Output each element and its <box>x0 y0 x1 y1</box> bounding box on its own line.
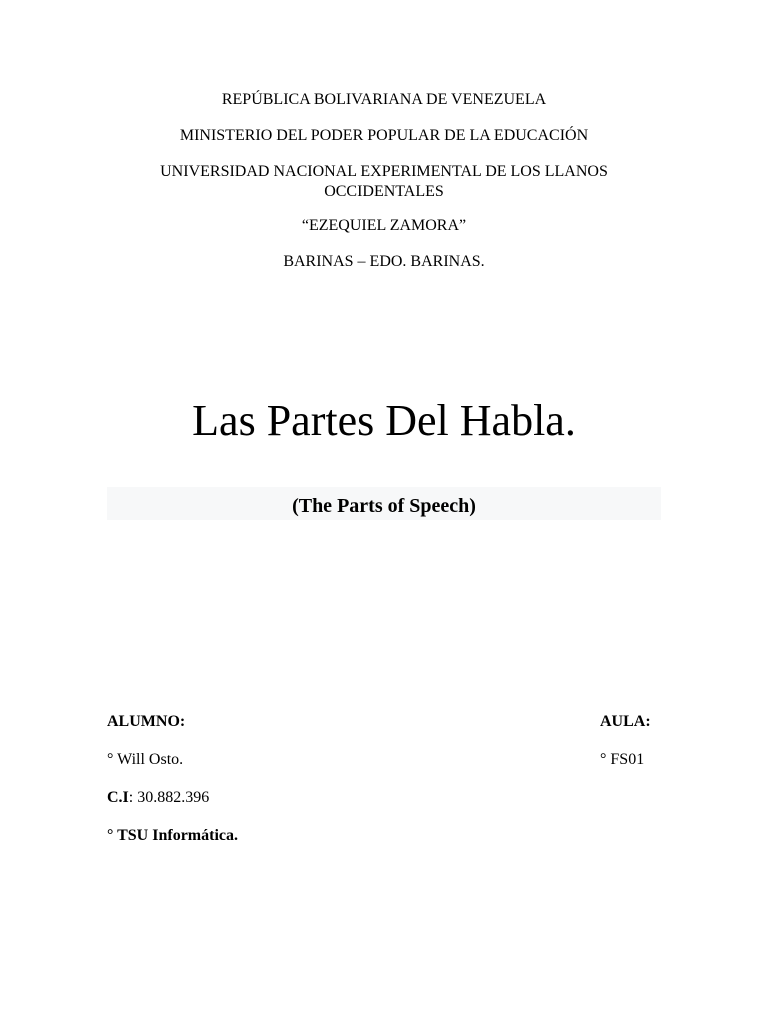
student-info <box>107 712 238 864</box>
institution-header <box>107 90 661 288</box>
header-university-line2: OCCIDENTALES <box>324 183 444 200</box>
classroom-value: ° FS01 <box>600 751 645 768</box>
student-name: ° Will Osto. <box>107 751 184 768</box>
student-program: ° TSU Informática. <box>107 827 238 844</box>
student-label: ALUMNO: <box>107 713 186 730</box>
document-subtitle: (The Parts of Speech) <box>292 495 476 517</box>
classroom-label: AULA: <box>600 713 651 730</box>
student-ci <box>107 788 238 826</box>
header-university-name: “EZEQUIEL ZAMORA” <box>301 217 467 234</box>
header-university <box>107 162 661 202</box>
classroom-info <box>600 712 651 788</box>
header-location: BARINAS – EDO. BARINAS. <box>283 253 485 270</box>
document-title: Las Partes Del Habla. <box>192 396 576 445</box>
header-ministry: MINISTERIO DEL PODER POPULAR DE LA EDUCACIÓN <box>179 127 589 144</box>
header-country: REPÚBLICA BOLIVARIANA DE VENEZUELA <box>221 91 547 108</box>
header-university-line1: UNIVERSIDAD NACIONAL EXPERIMENTAL DE LOS LLANOS <box>160 163 608 180</box>
ci-label: C.I <box>107 789 129 806</box>
ci-value: : 30.882.396 <box>128 789 210 806</box>
